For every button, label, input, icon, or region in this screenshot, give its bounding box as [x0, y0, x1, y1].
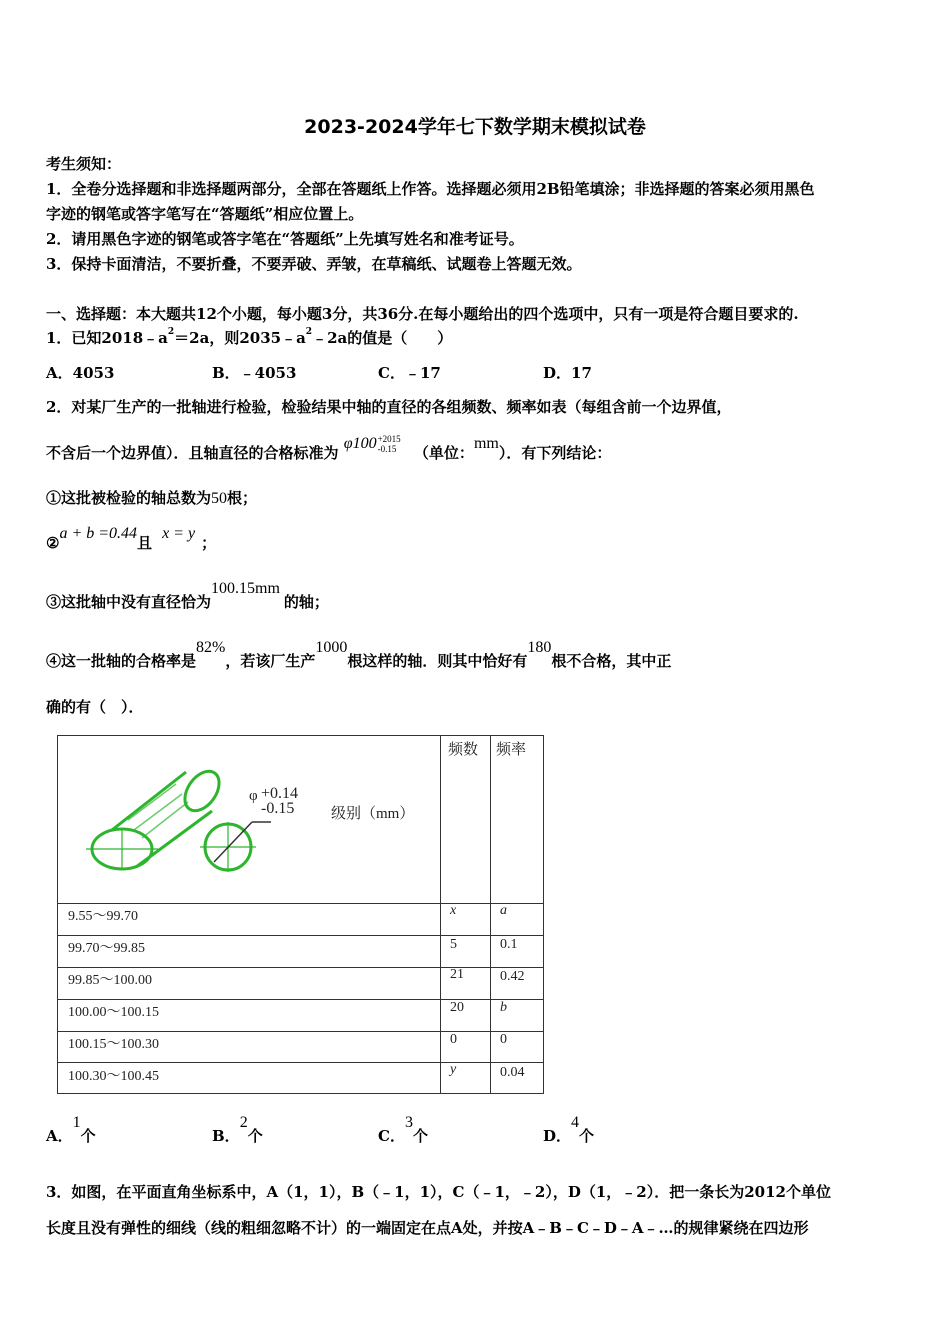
- q1-option-a[interactable]: A．4053: [46, 364, 115, 382]
- notice-item-1b: 字迹的钢笔或答字笔写在“答题纸”相应位置上。: [46, 205, 364, 223]
- q1-option-b[interactable]: B．﹣4053: [212, 364, 297, 382]
- q2-diameter-value: 100.15mm: [211, 580, 280, 597]
- q2-formula-ab: a + b =0.44: [59, 525, 138, 542]
- q2-option-c[interactable]: C．3个: [378, 1114, 428, 1145]
- page-title: 2023-2024学年七下数学期末模拟试卷: [304, 116, 646, 138]
- q2-fail-count: 180: [527, 639, 552, 656]
- diagram-phi-label: φ: [249, 788, 258, 804]
- q2-conclusion-tail: 确的有（ ）．: [46, 698, 144, 716]
- table-row-6-rate: 0.04: [500, 1065, 525, 1080]
- q2-formula-xy: x = y: [162, 525, 196, 542]
- table-row-1-rate: a: [500, 903, 507, 918]
- q2-option-d[interactable]: D．4个: [543, 1114, 595, 1145]
- q1-exponent-2: 2: [305, 327, 313, 337]
- q2-line-2c: ）．有下列结论：: [498, 444, 612, 462]
- diagram-tolerance: [261, 786, 298, 816]
- diagram-tolerance-lower: -0.15: [261, 800, 295, 817]
- table-row-3-rate: 0.42: [500, 969, 525, 984]
- header-grade-label: 级别（mm）: [331, 806, 415, 822]
- q1-option-c[interactable]: C．﹣17: [378, 364, 441, 382]
- frequency-table: [57, 735, 544, 1094]
- q3-line-1: 3．如图，在平面直角坐标系中，A（1，1），B（﹣1，1），C（﹣1，﹣2），D（1，﹣2）．把一条长为2012个单位: [46, 1183, 831, 1201]
- diagram-tolerance-upper: +0.14: [261, 785, 299, 802]
- q2-option-b[interactable]: B．2个: [212, 1114, 263, 1145]
- q2-total-count: 50: [211, 490, 228, 507]
- table-row-1-range: 9.55～99.70: [68, 909, 138, 924]
- q2-conclusion-4: ④这一批轴的合格率是82%，若该厂生产1000根这样的轴．则其中恰好有180根不合格，其中正: [46, 639, 672, 670]
- table-row-6-range: 100.30～100.45: [68, 1069, 159, 1084]
- table-row-6-freq: y: [450, 1062, 457, 1077]
- q3-line-2: 长度且没有弹性的细线（线的粗细忽略不计）的一端固定在点A处，并按A﹣B﹣C﹣D﹣A﹣…的规律紧绕在四边形: [46, 1219, 809, 1237]
- q2-option-a[interactable]: A．1个: [46, 1114, 96, 1145]
- section-heading: 一、选择题：本大题共12个小题，每小题3分，共36分.在每小题给出的四个选项中，只有一项是符合题目要求的.: [46, 305, 799, 323]
- notice-heading: 考生须知：: [46, 155, 122, 173]
- table-row-4-range: 100.00～100.15: [68, 1005, 159, 1020]
- notice-item-1a: 1．全卷分选择题和非选择题两部分，全部在答题纸上作答。选择题必须用2B铅笔填涂；非选择题的答案必须用黑色: [46, 180, 815, 198]
- table-row-2-range: 99.70～99.85: [68, 941, 145, 956]
- q1-exponent-1: 2: [167, 327, 175, 337]
- table-row-3-range: 99.85～100.00: [68, 973, 152, 988]
- q2-unit: mm: [473, 435, 499, 452]
- q2-production-count: 1000: [315, 639, 348, 656]
- notice-item-2: 2．请用黑色字迹的钢笔或答字笔在“答题纸”上先填写姓名和准考证号。: [46, 230, 524, 248]
- q2-conclusion-2: ②a + b =0.44且x = y；: [46, 525, 217, 552]
- table-row-3-freq: 21: [450, 967, 464, 982]
- q1-stem-mid: ＝2a，则2035﹣a: [174, 329, 306, 347]
- q1-stem-prefix: 1．已知2018﹣a: [46, 329, 168, 347]
- q2-conclusion-1: ①这批被检验的轴总数为50根；: [46, 489, 258, 507]
- q2-conclusion-3: ③这批轴中没有直径恰为100.15mm的轴；: [46, 580, 329, 611]
- q2-line-2b: （单位：: [413, 444, 474, 462]
- table-row-2-rate: 0.1: [500, 937, 518, 952]
- q2-line-2: [46, 434, 612, 464]
- table-row-4-freq: 20: [450, 1000, 464, 1015]
- q2-line-2a: 不含后一个边界值）．且轴直径的合格标准为: [46, 444, 339, 462]
- q2-tolerance-upper: +2015: [377, 434, 401, 445]
- table-row-5-freq: 0: [450, 1032, 457, 1047]
- table-row-1-freq: x: [450, 903, 457, 918]
- q1-option-d[interactable]: D．17: [543, 364, 592, 382]
- q2-pass-rate: 82%: [196, 639, 226, 656]
- q1-stem-suffix: ﹣2a的值是（ ）: [312, 329, 453, 347]
- q2-line-1: 2．对某厂生产的一批轴进行检验，检验结果中轴的直径的各组频数、频率如表（每组含前一个边界值，: [46, 398, 732, 416]
- table-row-5-range: 100.15～100.30: [68, 1037, 159, 1052]
- header-rate: 频率: [496, 742, 527, 758]
- header-frequency: 频数: [448, 742, 479, 758]
- q2-tolerance-lower: -0.15: [377, 444, 397, 455]
- q2-phi-value: φ100+2015 -0.15: [343, 434, 401, 455]
- table-row-2-freq: 5: [450, 937, 457, 952]
- notice-item-3: 3．保持卡面清洁，不要折叠，不要弄破、弄皱，在草稿纸、试题卷上答题无效。: [46, 255, 582, 273]
- shaft-top-edge: [112, 772, 186, 830]
- table-row-5-rate: 0: [500, 1032, 507, 1047]
- question-1-stem: [46, 327, 452, 348]
- table-row-4-rate: b: [500, 1000, 507, 1015]
